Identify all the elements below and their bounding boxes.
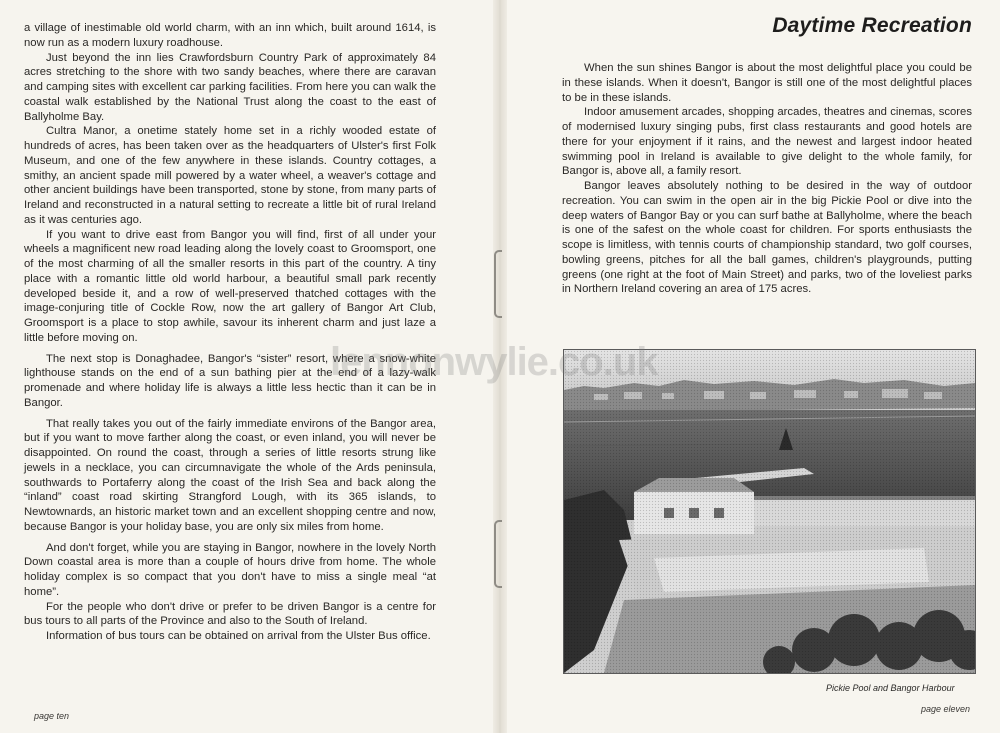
paragraph: Information of bus tours can be obtained on arrival from the Ulster Bus office.	[46, 630, 431, 642]
paragraph: When the sun shines Bangor is about the most delightful place you could be in these islands. When it doesn't, Bangor is still one of the most delightful places to be in these islands.	[562, 62, 972, 104]
staple	[494, 250, 502, 318]
paragraph: Bangor leaves absolutely nothing to be desired in the way of outdoor recreation. You can swim in the open air in the big Pickie Pool or dive into the deep waters of Bangor Bay or you can surf bathe at Ballyholme, where the beach is one of the safest on the whole coast for children. For sports enthusiasts the scope is limitless, with tennis courts of championship standard, two golf courses, bowling greens, pitches for all the ball games, children's playgrounds, putting greens (one right at the foot of Main Street) and parks, two of the loveliest parks in Northern Ireland covering an area of 175 acres.	[562, 180, 972, 296]
paragraph: a village of inestimable old world charm, with an inn which, built around 1614, is now run as a modern luxury roadhouse.	[24, 22, 436, 49]
harbour-photo	[563, 349, 976, 674]
watermark: lennonwylie.co.uk	[330, 340, 658, 384]
paragraph: Cultra Manor, a onetime stately home set in a richly wooded estate of hundreds of acres, has been taken over as the headquarters of Ulster's first Folk Museum, and one of the few anywhere in these islands. Country cottages, a smithy, an ancient spade mill powered by a water wheel, a weaver's cottage and other ancient buildings have been transported, stone by stone, from many parts of Ireland and reconstructed in a natural setting to recreate a little bit of rural Ireland as it was centuries ago.	[24, 125, 436, 226]
paragraph: Just beyond the inn lies Crawfordsburn Country Park of approximately 84 acres stretching to the shore with two sandy beaches, where there are caravan and camping sites with excellent car parking facilities. From here you can walk the coastal walk established by the National Trust along the coast to the east of Ballyholme Bay.	[24, 51, 436, 123]
paragraph: If you want to drive east from Bangor you will find, first of all under your wheels a magnificent new road leading along the lovely coast to Groomsport, one of the most charming of all the smaller resorts in this part of the country. A tiny place with a romantic little old world harbour, a beautiful small park recently developed beside it, and a row of well-preserved thatched cottages with the image-conjuring title of Cockle Row, now the art gallery of Bangor Art Club, Groomsport is a place to stop awhile, savour its inherent charm and just laze a little before moving on.	[24, 228, 436, 344]
page-number-left: page ten	[34, 711, 70, 721]
left-page-body	[24, 21, 436, 644]
page-number-right: page eleven	[921, 704, 971, 714]
right-page-body	[562, 61, 972, 297]
photo-caption: Pickie Pool and Bangor Harbour	[826, 683, 955, 693]
paragraph: That really takes you out of the fairly immediate environs of the Bangor area, but if you want to move farther along the coast, or even inland, you will never be disappointed. On round the coast, through a series of little resorts strung like jewels in a necklace, you can circumnavigate the whole of the Ards peninsula, southwards to Portaferry along the coast of the Irish Sea and back along the “inland” coast road skirting Strangford Lough, with its 365 islands, to Newtownards, an historic market town and an excellent shopping centre and now, because Bangor is your holiday base, you are only six miles from home.	[24, 417, 436, 533]
paragraph: Indoor amusement arcades, shopping arcades, theatres and cinemas, scores of modernised luxury singing pubs, first class restaurants and good hotels are there for your enjoyment if it rains, and the newest and largest indoor heated swimming pool in Ireland is available to give delight to the whole family, for Bangor is, above all, a family resort.	[562, 106, 972, 178]
pickie-pool-photo-illustration	[564, 350, 975, 673]
paragraph: And don't forget, while you are staying in Bangor, nowhere in the lovely North Down coastal area is more than a couple of hours drive from home. The whole holiday complex is so compact that you don't have to miss a single meal “at home”.	[24, 541, 436, 598]
paragraph: For the people who don't drive or prefer to be driven Bangor is a centre for bus tours to all parts of the Province and also to the South of Ireland.	[24, 600, 436, 628]
paragraph: The next stop is Donaghadee, Bangor's “sister” resort, where a snow-white lighthouse stands on the end of a sun bathing pier at the end of a lazy-walk promenade and where holiday life is always a little less hectic than it can be in Bangor.	[24, 352, 436, 409]
page-title: Daytime Recreation	[772, 14, 972, 37]
staple	[494, 520, 502, 588]
